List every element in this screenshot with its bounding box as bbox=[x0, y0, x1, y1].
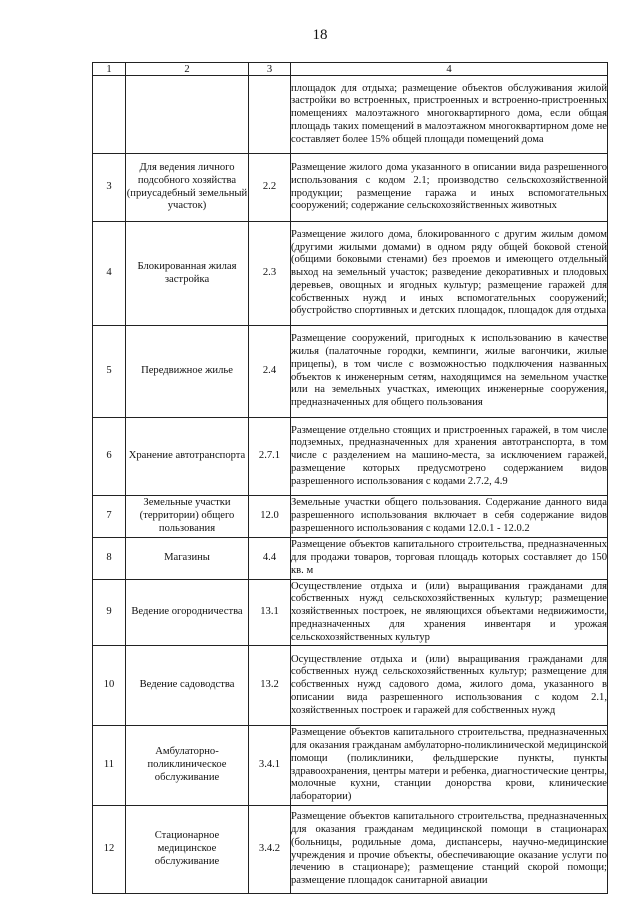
land-use-name: Амбулаторно-поликлиническое обслуживание bbox=[126, 726, 249, 806]
row-number: 3 bbox=[93, 154, 126, 222]
land-use-name: Хранение автотранспорта bbox=[126, 418, 249, 496]
land-use-code: 12.0 bbox=[249, 496, 291, 538]
table-row bbox=[93, 538, 608, 580]
row-number: 8 bbox=[93, 538, 126, 580]
land-use-code: 13.2 bbox=[249, 646, 291, 726]
row-number: 5 bbox=[93, 326, 126, 418]
row-number bbox=[93, 76, 126, 154]
header-cell: 1 bbox=[93, 63, 126, 76]
table-row bbox=[93, 154, 608, 222]
land-use-name: Магазины bbox=[126, 538, 249, 580]
land-use-name: Ведение садоводства bbox=[126, 646, 249, 726]
row-number: 6 bbox=[93, 418, 126, 496]
land-use-name bbox=[126, 76, 249, 154]
land-use-table bbox=[92, 62, 608, 894]
header-cell: 2 bbox=[126, 63, 249, 76]
land-use-name: Земельные участки (территории) общего пользования bbox=[126, 496, 249, 538]
land-use-description: Земельные участки общего пользования. Содержание данного вида разрешенного использования включает в себя содержание видов разрешенного использования с кодами 12.0.1 - 12.0.2 bbox=[291, 496, 608, 538]
land-use-name: Передвижное жилье bbox=[126, 326, 249, 418]
page-number: 18 bbox=[312, 27, 328, 43]
table-header-row bbox=[93, 63, 608, 76]
land-use-description: Осуществление отдыха и (или) выращивания гражданами для собственных нужд сельскохозяйственных культур; размещение для собственных нужд садового дома, жилого дома, указанного в описании вида разрешенного использования с кодом 2.1, хозяйственных построек и гаражей для собственных нужд bbox=[291, 646, 608, 726]
land-use-code: 2.7.1 bbox=[249, 418, 291, 496]
land-use-code: 13.1 bbox=[249, 580, 291, 646]
land-use-code: 2.2 bbox=[249, 154, 291, 222]
land-use-code bbox=[249, 76, 291, 154]
land-use-name: Стационарное медицинское обслуживание bbox=[126, 806, 249, 894]
land-use-description: Размещение жилого дома указанного в описании вида разрешенного использования с кодом 2.1; производство сельскохозяйственной продукции; размещение гаража и иных вспомогательных сооружений; содержание сельскохозяйственных животных bbox=[291, 154, 608, 222]
table-row bbox=[93, 222, 608, 326]
table-row bbox=[93, 76, 608, 154]
land-use-description: Размещение объектов капитального строительства, предназначенных для оказания гражданам амбулаторно-поликлинической медицинской помощи (поликлиники, фельдшерские пункты, пункты здравоохранения, центры матери и ребенка, диагностические центры, молочные кухни, станции донорства крови, клинические лаборатории) bbox=[291, 726, 608, 806]
land-use-description: Размещение отдельно стоящих и пристроенных гаражей, в том числе подземных, предназначенных для хранения автотранспорта, в том числе с разделением на машино-места, за исключением гаражей, размещение которых предусмотрено содержанием видов разрешенного использования с кодами 2.7.2, 4.9 bbox=[291, 418, 608, 496]
table-row bbox=[93, 496, 608, 538]
land-use-code: 2.4 bbox=[249, 326, 291, 418]
header-cell: 3 bbox=[249, 63, 291, 76]
land-use-code: 3.4.1 bbox=[249, 726, 291, 806]
land-use-code: 2.3 bbox=[249, 222, 291, 326]
table-row bbox=[93, 646, 608, 726]
row-number: 9 bbox=[93, 580, 126, 646]
row-number: 10 bbox=[93, 646, 126, 726]
land-use-description: Размещение сооружений, пригодных к использованию в качестве жилья (палаточные городки, кемпинги, жилые вагончики, жилые прицепы), в том числе с возможностью подключения названных объектов к инженерным сетям, находящимся на земельном участке или на земельных участках, имеющих инженерные сооружения, предназначенных для общего пользования bbox=[291, 326, 608, 418]
table-row bbox=[93, 418, 608, 496]
land-use-name: Блокированная жилая застройка bbox=[126, 222, 249, 326]
land-use-name: Для ведения личного подсобного хозяйства (приусадебный земельный участок) bbox=[126, 154, 249, 222]
land-use-description: Размещение объектов капитального строительства, предназначенных для оказания гражданам медицинской помощи в стационарах (больницы, родильные дома, диспансеры, научно-медицинские учреждения и прочие объекты, обеспечивающие оказание услуги по лечению в стационаре); размещение станций скорой помощи; размещение площадок санитарной авиации bbox=[291, 806, 608, 894]
row-number: 4 bbox=[93, 222, 126, 326]
row-number: 12 bbox=[93, 806, 126, 894]
table-row bbox=[93, 806, 608, 894]
land-use-description: Размещение жилого дома, блокированного с другим жилым домом (другими жилыми домами) в одном ряду общей боковой стеной (общими боковыми стенами) без проемов и имеющего отдельный выход на земельный участок; разведение декоративных и плодовых деревьев, овощных и ягодных культур; размещение гаражей для собственных нужд и иных вспомогательных сооружений; обустройство спортивных и детских площадок, площадок для отдыха bbox=[291, 222, 608, 326]
table-row bbox=[93, 726, 608, 806]
land-use-code: 3.4.2 bbox=[249, 806, 291, 894]
land-use-description: Осуществление отдыха и (или) выращивания гражданами для собственных нужд сельскохозяйственных культур; размещение хозяйственных построек, не являющихся объектами недвижимости, предназначенных для хранения инвентаря и урожая сельскохозяйственных культур bbox=[291, 580, 608, 646]
table-row bbox=[93, 580, 608, 646]
land-use-name: Ведение огородничества bbox=[126, 580, 249, 646]
row-number: 7 bbox=[93, 496, 126, 538]
land-use-description: площадок для отдыха; размещение объектов обслуживания жилой застройки во встроенных, пристроенных и встроенно-пристроенных помещениях малоэтажного многоквартирного дома, если общая площадь таких помещений в малоэтажном многоквартирном доме не составляет более 15% общей площади помещений дома bbox=[291, 76, 608, 154]
land-use-description: Размещение объектов капитального строительства, предназначенных для продажи товаров, торговая площадь которых составляет до 150 кв. м bbox=[291, 538, 608, 580]
table-row bbox=[93, 326, 608, 418]
header-cell: 4 bbox=[291, 63, 608, 76]
row-number: 11 bbox=[93, 726, 126, 806]
land-use-code: 4.4 bbox=[249, 538, 291, 580]
